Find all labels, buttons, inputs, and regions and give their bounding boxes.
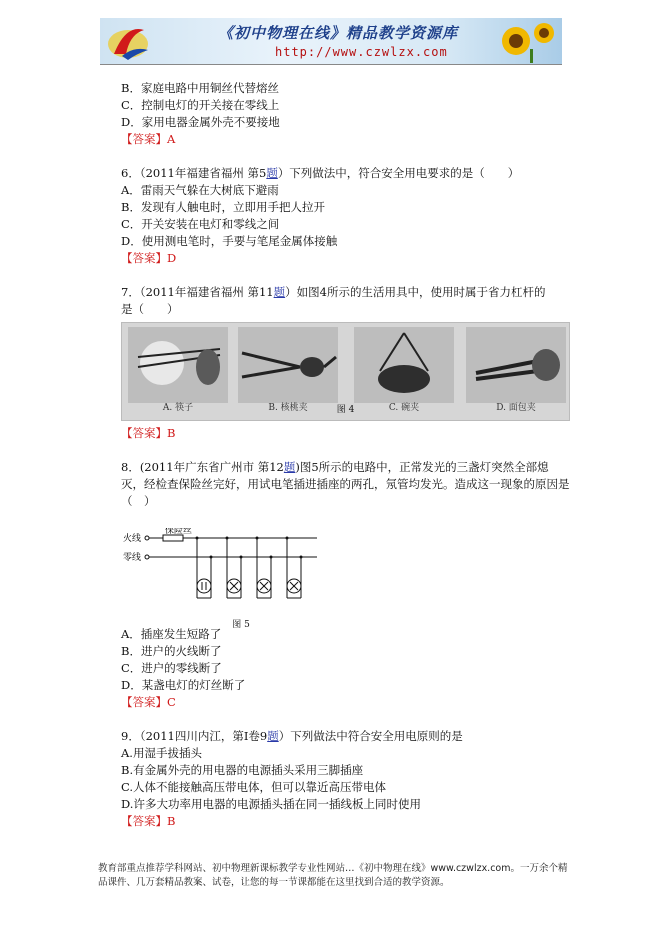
figure-4-label: 图 4 xyxy=(336,405,355,415)
q7-stem-line2: 是（ ） xyxy=(121,302,179,316)
circuit-diagram xyxy=(121,528,361,612)
q8-option-b: B．进户的火线断了 xyxy=(121,644,222,658)
q7-stem: 7．（2011年福建省福州 第11题）如图4所示的生活用具中，使用时属于省力杠杆的 xyxy=(121,285,546,299)
photo-chopsticks xyxy=(128,327,228,413)
q9-answer: 【答案】B xyxy=(121,814,176,828)
site-logo xyxy=(104,20,156,62)
banner-title: 《初中物理在线》精品教学资源库 xyxy=(218,24,459,42)
chopsticks-icon xyxy=(128,327,228,403)
q5-option-b: B．家庭电路中用铜丝代替熔丝 xyxy=(121,81,279,95)
q9-option-d: D.许多大功率用电器的电源插头插在同一插线板上同时使用 xyxy=(121,797,421,811)
q9-option-c: C.人体不能接触高压带电体，但可以靠近高压带电体 xyxy=(121,780,387,794)
bowl-clip-icon xyxy=(354,327,454,403)
q9-stem: 9．（2011四川内江，第Ⅰ卷9题）下列做法中符合安全用电原则的是 xyxy=(121,729,463,743)
nutcracker-icon xyxy=(238,327,338,403)
figure-5-label: 图 5 xyxy=(232,620,250,630)
figure-4-photos xyxy=(121,322,570,421)
q5-option-d: D．家用电器金属外壳不要接地 xyxy=(121,115,280,129)
figure-5-circuit xyxy=(121,528,361,630)
q6-source-link[interactable]: 题 xyxy=(266,166,278,180)
bread-clip-icon xyxy=(466,327,566,403)
q8-stem: 8．(2011年广东省广州市 第12题)图5所示的电路中，正常发光的三盏灯突然全部熄灭，经检查保险丝完好，用试电笔插进插座的两孔，氖管均发光。造成这一现象的原因是（ ） xyxy=(121,460,570,508)
document-body xyxy=(121,80,571,830)
caption-a: A. 筷子 xyxy=(162,403,194,413)
photo-bowl-clip xyxy=(354,327,454,413)
q9-option-a: A.用湿手拔插头 xyxy=(121,746,202,760)
header-rule xyxy=(100,64,562,65)
caption-b: B. 核桃夹 xyxy=(268,403,308,413)
q8-option-a: A．插座发生短路了 xyxy=(121,627,222,641)
q9-source-link[interactable]: 题 xyxy=(267,729,279,743)
caption-d: D. 面包夹 xyxy=(496,403,536,413)
q9-option-b: B.有金属外壳的用电器的电源插头采用三脚插座 xyxy=(121,763,364,777)
q6-option-d: D．使用测电笔时，手要与笔尾金属体接触 xyxy=(121,234,338,248)
q8-source-link[interactable]: 题 xyxy=(283,460,296,474)
photo-nutcracker xyxy=(238,327,338,413)
q6-option-a: A．雷雨天气躲在大树底下避雨 xyxy=(121,183,279,197)
q5-answer: 【答案】A xyxy=(121,132,176,146)
banner-url[interactable]: http://www.czwlzx.com xyxy=(275,45,448,59)
q8-answer: 【答案】C xyxy=(121,695,176,709)
header-banner xyxy=(100,18,562,64)
q6-option-c: C．开关安装在电灯和零线之间 xyxy=(121,217,280,231)
q7-source-link[interactable]: 题 xyxy=(273,285,286,299)
q8-option-c: C．进户的零线断了 xyxy=(121,661,222,675)
label-neutral-wire: 零线 xyxy=(123,553,142,563)
q8-option-d: D．某盏电灯的灯丝断了 xyxy=(121,678,246,692)
q6-answer: 【答案】D xyxy=(121,251,177,265)
q5-option-c: C．控制电灯的开关接在零线上 xyxy=(121,98,280,112)
label-live-wire: 火线 xyxy=(123,534,142,544)
q6-stem: 6．（2011年福建省福州 第5题）下列做法中，符合安全用电要求的是（ ） xyxy=(121,166,520,180)
page-footer: 教育部重点推荐学科网站、初中物理新课标教学专业性网站…《初中物理在线》www.czwlzx.com。一万余个精品课件、几万套精品教案、试卷，让您的每一节课都能在这里找到合适的教学资源。 xyxy=(98,863,568,888)
q7-answer: 【答案】B xyxy=(121,426,176,440)
label-fuse: 保险丝 xyxy=(165,528,193,536)
sunflower-icon xyxy=(486,19,556,63)
caption-c: C. 碗夹 xyxy=(388,403,420,413)
photo-bread-clip xyxy=(466,327,566,413)
q6-option-b: B．发现有人触电时，立即用手把人拉开 xyxy=(121,200,325,214)
